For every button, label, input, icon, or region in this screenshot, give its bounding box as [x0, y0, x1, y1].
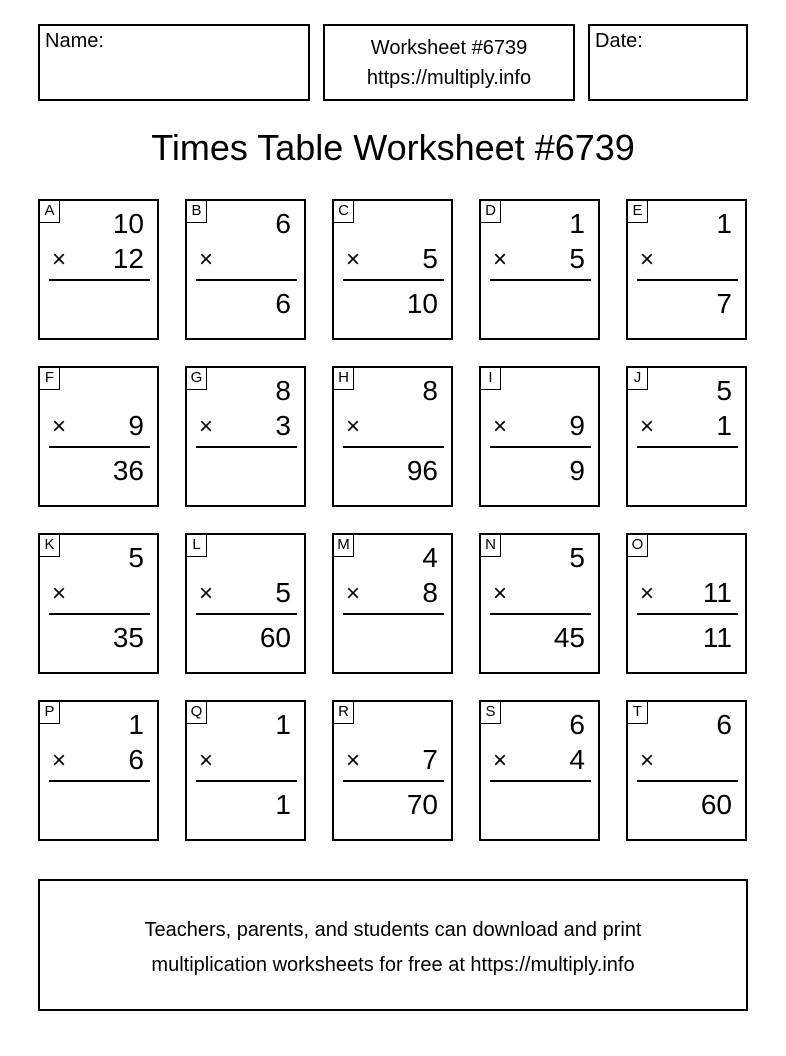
product-value: 60 — [259, 622, 291, 653]
top-operand: 1 — [716, 208, 732, 239]
times-sign: × — [493, 413, 508, 440]
page-title: Times Table Worksheet #6739 — [151, 127, 635, 168]
problem-letter: D — [481, 201, 501, 223]
problem-cell-e — [626, 199, 747, 340]
problem-cell-o — [626, 533, 747, 674]
product-value: 35 — [112, 622, 144, 653]
problem-cell-j — [626, 366, 747, 507]
footer-line-1: Teachers, parents, and students can download and print — [144, 919, 642, 941]
times-sign: × — [199, 747, 214, 774]
worksheet-id: Worksheet #6739 — [370, 37, 528, 59]
bottom-operand: 1 — [716, 410, 732, 441]
bottom-operand: 5 — [275, 577, 291, 608]
problem-cell-g — [185, 366, 306, 507]
problem-letter: K — [40, 535, 60, 557]
answer-rule — [49, 446, 150, 448]
bottom-operand: 5 — [422, 243, 438, 274]
answer-rule — [196, 613, 297, 615]
bottom-operand: 5 — [569, 243, 585, 274]
problem-cell-i — [479, 366, 600, 507]
times-sign: × — [346, 413, 361, 440]
times-sign: × — [493, 246, 508, 273]
problem-letter: G — [187, 368, 207, 390]
top-operand: 6 — [275, 208, 291, 239]
times-sign: × — [346, 580, 361, 607]
bottom-operand: 6 — [128, 744, 144, 775]
problem-letter: P — [40, 702, 60, 724]
top-operand: 1 — [128, 709, 144, 740]
answer-rule — [49, 780, 150, 782]
top-operand: 1 — [275, 709, 291, 740]
problem-letter: S — [481, 702, 501, 724]
answer-rule — [196, 446, 297, 448]
times-sign: × — [346, 747, 361, 774]
product-value: 9 — [569, 455, 585, 486]
problem-letter: I — [481, 368, 501, 390]
problem-letter: R — [334, 702, 354, 724]
bottom-operand: 11 — [702, 577, 732, 608]
date-label: Date: — [595, 30, 643, 52]
product-value: 1 — [275, 789, 291, 820]
product-value: 11 — [702, 622, 732, 653]
problem-cell-b — [185, 199, 306, 340]
answer-rule — [490, 613, 591, 615]
top-operand: 1 — [569, 208, 585, 239]
top-operand: 5 — [128, 542, 144, 573]
problem-letter: F — [40, 368, 60, 390]
problem-letter: A — [40, 201, 60, 223]
problem-cell-l — [185, 533, 306, 674]
problem-letter: L — [187, 535, 207, 557]
times-sign: × — [346, 246, 361, 273]
top-operand: 5 — [716, 375, 732, 406]
problem-cell-q — [185, 700, 306, 841]
problem-cell-a — [38, 199, 159, 340]
times-sign: × — [199, 246, 214, 273]
top-operand: 6 — [716, 709, 732, 740]
product-value: 96 — [406, 455, 438, 486]
answer-rule — [343, 446, 444, 448]
answer-rule — [196, 780, 297, 782]
problem-letter: Q — [187, 702, 207, 724]
problem-cell-p — [38, 700, 159, 841]
problem-letter: O — [628, 535, 648, 557]
site-url: https://multiply.info — [366, 67, 532, 89]
answer-rule — [196, 279, 297, 281]
problem-cell-d — [479, 199, 600, 340]
problem-cell-f — [38, 366, 159, 507]
bottom-operand: 8 — [422, 577, 438, 608]
times-sign: × — [52, 413, 67, 440]
product-value: 60 — [700, 789, 732, 820]
answer-rule — [49, 279, 150, 281]
answer-rule — [637, 279, 738, 281]
times-sign: × — [52, 246, 67, 273]
answer-rule — [343, 613, 444, 615]
bottom-operand: 4 — [569, 744, 585, 775]
top-operand: 8 — [275, 375, 291, 406]
problem-cell-n — [479, 533, 600, 674]
bottom-operand: 3 — [275, 410, 291, 441]
top-operand: 10 — [112, 208, 144, 239]
answer-rule — [49, 613, 150, 615]
product-value: 7 — [716, 288, 732, 319]
times-sign: × — [199, 413, 214, 440]
product-value: 6 — [275, 288, 291, 319]
answer-rule — [637, 446, 738, 448]
times-sign: × — [52, 580, 67, 607]
problem-letter: E — [628, 201, 648, 223]
problem-letter: J — [628, 368, 648, 390]
footer-line-2: multiplication worksheets for free at https://multiply.info — [151, 954, 635, 976]
times-sign: × — [640, 747, 655, 774]
problem-cell-s — [479, 700, 600, 841]
problem-letter: T — [628, 702, 648, 724]
times-sign: × — [52, 747, 67, 774]
bottom-operand: 12 — [112, 243, 144, 274]
answer-rule — [343, 780, 444, 782]
times-sign: × — [493, 747, 508, 774]
problem-cell-m — [332, 533, 453, 674]
top-operand: 6 — [569, 709, 585, 740]
top-operand: 4 — [422, 542, 438, 573]
product-value: 45 — [553, 622, 585, 653]
problem-letter: M — [334, 535, 354, 557]
answer-rule — [490, 279, 591, 281]
bottom-operand: 9 — [128, 410, 144, 441]
problem-letter: H — [334, 368, 354, 390]
problem-cell-k — [38, 533, 159, 674]
times-sign: × — [640, 246, 655, 273]
bottom-operand: 9 — [569, 410, 585, 441]
product-value: 70 — [406, 789, 438, 820]
problem-letter: B — [187, 201, 207, 223]
top-operand: 5 — [569, 542, 585, 573]
name-label: Name: — [45, 30, 104, 52]
problem-cell-c — [332, 199, 453, 340]
answer-rule — [490, 780, 591, 782]
answer-rule — [343, 279, 444, 281]
product-value: 10 — [406, 288, 438, 319]
times-sign: × — [493, 580, 508, 607]
times-sign: × — [199, 580, 214, 607]
answer-rule — [637, 613, 738, 615]
problem-cell-h — [332, 366, 453, 507]
bottom-operand: 7 — [422, 744, 438, 775]
problem-cell-t — [626, 700, 747, 841]
times-sign: × — [640, 413, 655, 440]
product-value: 36 — [112, 455, 144, 486]
times-sign: × — [640, 580, 655, 607]
problem-cell-r — [332, 700, 453, 841]
problem-letter: N — [481, 535, 501, 557]
problem-letter: C — [334, 201, 354, 223]
footer-note — [38, 879, 748, 1011]
top-operand: 8 — [422, 375, 438, 406]
answer-rule — [637, 780, 738, 782]
answer-rule — [490, 446, 591, 448]
